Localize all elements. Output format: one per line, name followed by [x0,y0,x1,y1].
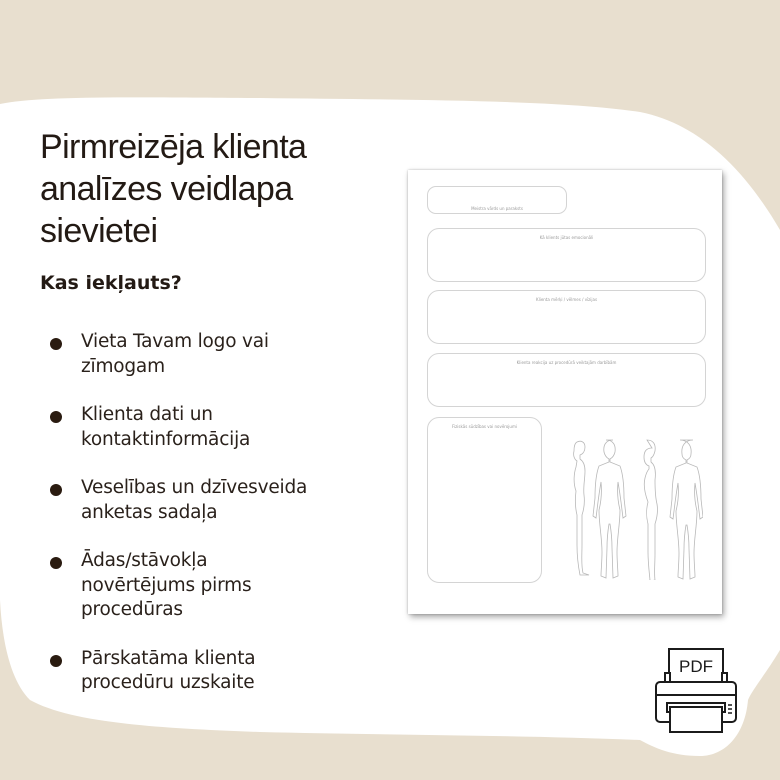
bullet-icon [50,338,62,350]
feature-text: novērtējums pirms [81,574,252,596]
female-body-outline-icon [563,438,703,580]
feature-item [48,549,348,623]
pdf-label: PDF [679,657,713,676]
title-line: Pirmreizēja klienta [40,128,307,166]
feature-text: procedūras [81,599,183,620]
bullet-icon [50,557,62,569]
feature-text: procedūru uzskaite [81,672,255,693]
form-field-goals: Klienta mērķi / vēlmes / vīzijas [427,290,706,344]
form-preview-page [408,170,722,614]
feature-text: Vieta Tavam logo vai [81,331,269,352]
bullet-icon [50,655,62,667]
feature-text: Ādas/stāvokļa [81,550,208,571]
feature-text: Veselības un dzīvesveida [81,477,308,498]
title-line: analīzes veidlapa [40,170,293,208]
feature-item [48,403,348,452]
title-line: sievietei [40,212,158,250]
feature-text: anketas sadaļa [81,501,218,523]
form-field-master-signature: Meistra vārds un paraksts [427,186,567,214]
printer-icon [652,645,742,735]
feature-text: zīmogam [81,355,165,377]
page-title [40,126,400,252]
feature-text: Klienta dati un [81,404,213,425]
feature-item [48,476,348,525]
bullet-icon [50,411,62,423]
feature-item [48,647,348,696]
section-heading: Kas iekļauts? [40,272,182,294]
bullet-icon [50,484,62,496]
form-field-emotional-state: Kā klients jūtas emocionāli [427,228,706,282]
feature-item [48,330,348,379]
form-field-reaction: Klienta reakcija uz procedūrā veiktajām darbībām [427,353,706,407]
form-field-physical-complaints: Fiziskās sūdzības vai novērojumi [427,417,542,583]
feature-list [48,330,348,720]
feature-text: Pārskatāma klienta [81,647,256,669]
feature-text: kontaktinformācija [81,428,251,450]
